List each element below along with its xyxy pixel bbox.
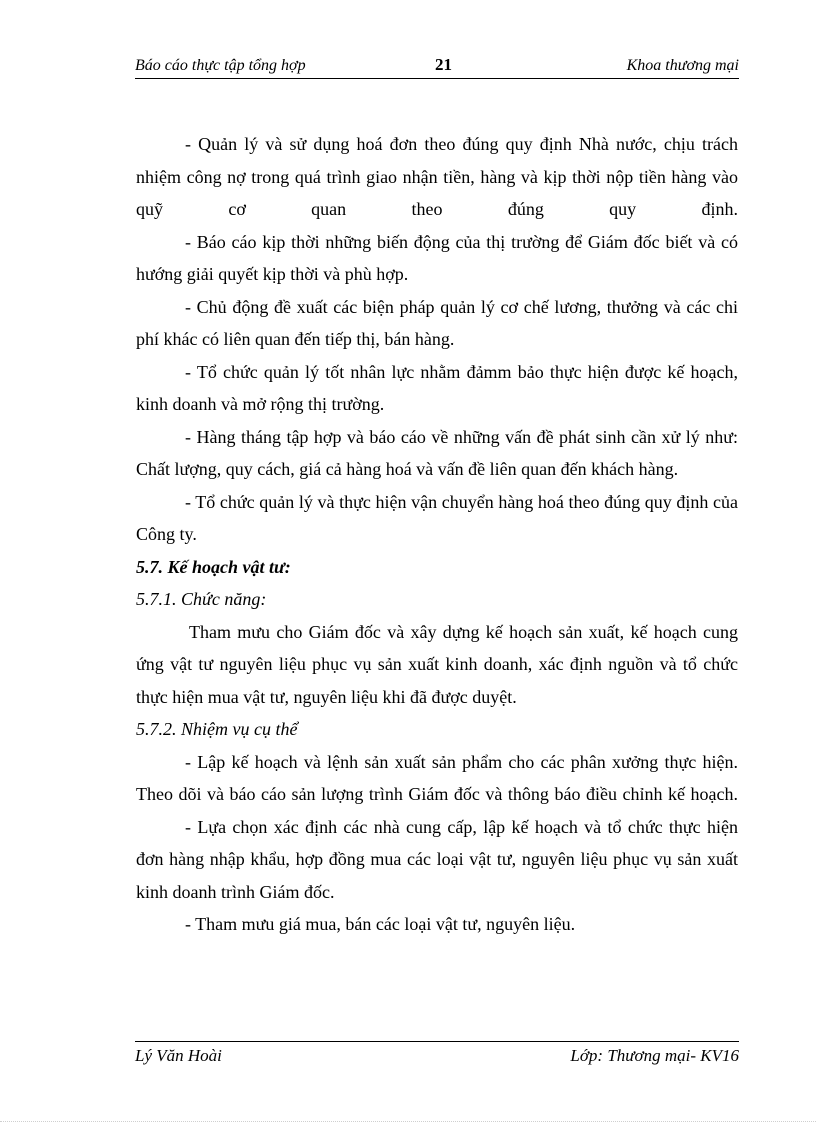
header-faculty: Khoa thương mại (626, 57, 739, 74)
footer-author: Lý Văn Hoài (135, 1046, 222, 1065)
paragraph-market-report: - Báo cáo kịp thời những biến động của thị trường để Giám đốc biết và có hướng giải quyết kịp thời và phù hợp. (136, 231, 738, 284)
footer-rule (135, 1041, 739, 1042)
page-body (136, 128, 738, 941)
page-edge-divider (0, 1121, 816, 1122)
header-report-title: Báo cáo thực tập tổng hợp (135, 57, 306, 74)
paragraph-pricing: - Tham mưu giá mua, bán các loại vật tư, nguyên liệu. (185, 914, 576, 934)
section-heading: 5.7. Kế hoạch vật tư: (136, 556, 291, 577)
header-page-number: 21 (435, 55, 452, 74)
paragraph-salary-proposal: - Chủ động đề xuất các biện pháp quản lý cơ chế lương, thưởng và các chi phí khác có liên quan đến tiếp thị, bán hàng. (136, 296, 738, 349)
paragraph-monthly-report: - Hàng tháng tập hợp và báo cáo về những vấn đề phát sinh cần xử lý như: Chất lượng, quy cách, giá cả hàng hoá và vấn đề liên quan đến khách hàng. (136, 426, 738, 479)
subsection-heading-functions: 5.7.1. Chức năng: (136, 589, 267, 609)
paragraph-production-plan: - Lập kế hoạch và lệnh sản xuất sản phẩm cho các phân xưởng thực hiện. Theo dõi và báo cáo sản lượng trình Giám đốc và thông báo điều chỉnh kế hoạch. (136, 751, 738, 804)
page-header (135, 57, 739, 77)
paragraph-supplier-selection: - Lựa chọn xác định các nhà cung cấp, lập kế hoạch và tổ chức thực hiện đơn hàng nhập khẩu, hợp đồng mua các loại vật tư, nguyên liệu phục vụ sản xuất kinh doanh trình Giám đốc. (136, 816, 738, 902)
subsection-heading-tasks: 5.7.2. Nhiệm vụ cụ thể (136, 719, 298, 739)
paragraph-transport: - Tổ chức quản lý và thực hiện vận chuyển hàng hoá theo đúng quy định của Công ty. (136, 491, 738, 544)
paragraph-functions: Tham mưu cho Giám đốc và xây dựng kế hoạch sản xuất, kế hoạch cung ứng vật tư nguyên liệu phục vụ sản xuất kinh doanh, xác định nguồn và tổ chức thực hiện mua vật tư, nguyên liệu khi đã được duyệt. (136, 621, 738, 707)
paragraph-invoice-management: - Quản lý và sử dụng hoá đơn theo đúng quy định Nhà nước, chịu trách nhiệm công nợ trong quá trình giao nhận tiền, hàng và kịp thời nộp tiền hàng vào quỹ cơ quan theo đúng quy định. (136, 134, 738, 219)
header-rule (135, 78, 739, 79)
footer-class: Lớp: Thương mại- KV16 (570, 1046, 739, 1065)
page-footer (135, 1046, 739, 1068)
paragraph-hr-management: - Tổ chức quản lý tốt nhân lực nhằm đảmm bảo thực hiện được kế hoạch, kinh doanh và mở rộng thị trường. (136, 361, 738, 414)
